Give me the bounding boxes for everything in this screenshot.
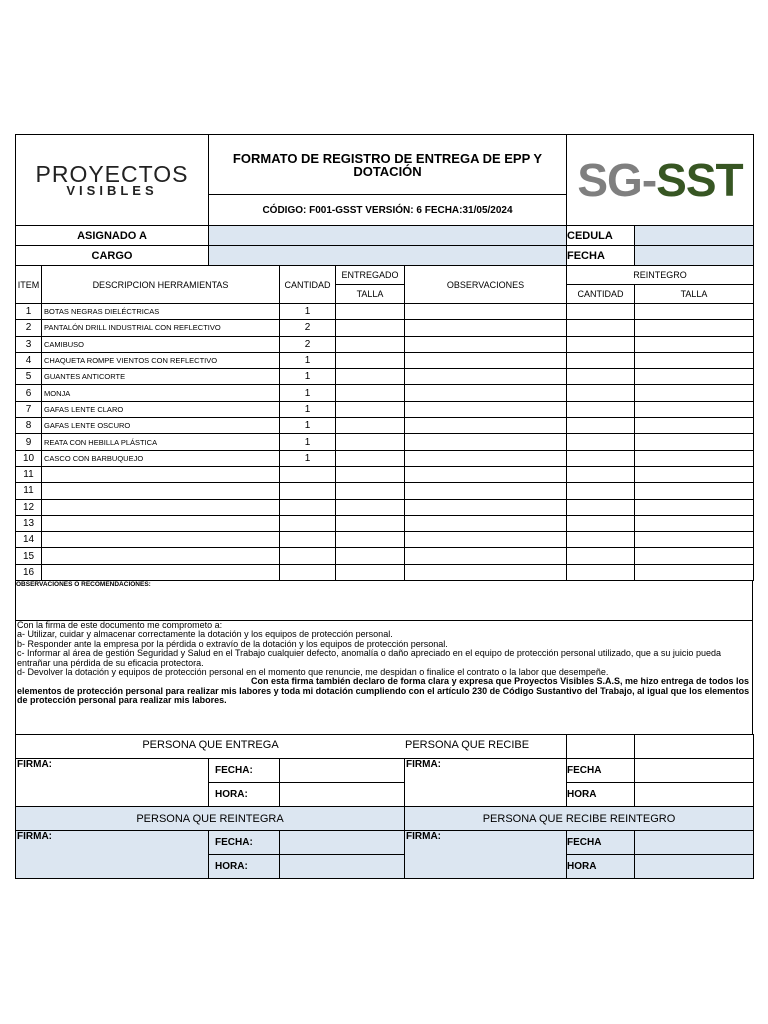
col-reintegro-cantidad: CANTIDAD [567, 285, 635, 304]
row-item-number: 8 [16, 418, 42, 434]
row-reintegro-cantidad[interactable] [567, 515, 635, 531]
form-code: CÓDIGO: F001-GSST VERSIÓN: 6 FECHA:31/05/2024 [209, 195, 567, 226]
recibe-header-blank-1 [567, 735, 635, 759]
row-observaciones[interactable] [405, 450, 567, 466]
row-description[interactable] [42, 548, 280, 564]
table-row [16, 499, 754, 515]
observations-block [15, 580, 753, 735]
table-row [16, 336, 754, 352]
row-reintegro-talla[interactable] [635, 352, 754, 368]
reintegra-hora-label: HORA: [209, 855, 280, 879]
row-quantity[interactable]: 1 [280, 418, 336, 434]
row-description[interactable] [42, 515, 280, 531]
entrega-fecha-label: FECHA: [209, 759, 280, 783]
commitment-d: d- Devolver la dotación y equipos de protección personal en el momento que renuncie, me despidan o finalice el contrato o la labor que desempeñe. [17, 667, 609, 678]
entrega-fecha-field[interactable] [280, 759, 405, 783]
assignee-info [15, 225, 754, 266]
col-reintegro: REINTEGRO [567, 266, 754, 285]
table-row [16, 320, 754, 336]
col-entregado: ENTREGADO [336, 266, 405, 285]
row-item-number: 15 [16, 548, 42, 564]
table-row [16, 532, 754, 548]
row-item-number: 12 [16, 499, 42, 515]
recibe-firma-field[interactable]: FIRMA: [405, 759, 567, 807]
commitment-c: c- Informar al área de gestión Seguridad y Salud en el Trabajo cualquier defecto, anomalía o daño apreciado en el equipo de protección personal utilizado, que a su juicio pueda entrañar una pérdida de su eficacia protectora. [17, 648, 721, 668]
observations-label[interactable]: OBSERVACIONES O RECOMENDACIONES: [16, 581, 753, 621]
table-row [16, 369, 754, 385]
commitment-a: a- Utilizar, cuidar y almacenar correctamente la dotación y los equipos de protección personal. [17, 629, 393, 640]
row-description[interactable]: CASCO CON BARBUQUEJO [42, 450, 280, 466]
row-description[interactable]: REATA CON HEBILLA PLÁSTICA [42, 434, 280, 450]
row-observaciones[interactable] [405, 352, 567, 368]
row-description[interactable] [42, 532, 280, 548]
row-reintegro-cantidad[interactable] [567, 466, 635, 482]
row-talla[interactable] [336, 515, 405, 531]
row-reintegro-talla[interactable] [635, 483, 754, 499]
row-talla[interactable] [336, 564, 405, 580]
recibe-reintegro-hora-label: HORA [567, 855, 635, 879]
logo-text-sub: VISIBLES [66, 183, 158, 198]
row-observaciones[interactable] [405, 418, 567, 434]
fecha-label: FECHA [567, 246, 635, 266]
row-reintegro-talla[interactable] [635, 499, 754, 515]
row-observaciones[interactable] [405, 548, 567, 564]
sg-sst-logo [567, 135, 754, 226]
table-row [16, 352, 754, 368]
row-reintegro-cantidad[interactable] [567, 434, 635, 450]
table-row [16, 434, 754, 450]
table-row [16, 564, 754, 580]
recibe-header-blank-2 [635, 735, 754, 759]
table-row [16, 304, 754, 320]
row-reintegro-talla[interactable] [635, 532, 754, 548]
epp-form [15, 134, 753, 879]
recibe-reintegro-fecha-field[interactable] [635, 831, 754, 855]
sg-text: SG- [577, 154, 657, 206]
row-quantity[interactable]: 1 [280, 352, 336, 368]
reintegra-header: PERSONA QUE REINTEGRA [16, 807, 405, 831]
row-talla[interactable] [336, 336, 405, 352]
row-observaciones[interactable] [405, 320, 567, 336]
row-observaciones[interactable] [405, 304, 567, 320]
cedula-label: CEDULA [567, 226, 635, 246]
row-reintegro-cantidad[interactable] [567, 320, 635, 336]
row-reintegro-talla[interactable] [635, 304, 754, 320]
row-description[interactable] [42, 499, 280, 515]
row-quantity[interactable]: 1 [280, 434, 336, 450]
row-item-number: 3 [16, 336, 42, 352]
table-row [16, 548, 754, 564]
row-observaciones[interactable] [405, 499, 567, 515]
row-talla[interactable] [336, 304, 405, 320]
signatures-table [15, 734, 754, 879]
row-observaciones[interactable] [405, 466, 567, 482]
table-row [16, 515, 754, 531]
recibe-fecha-label: FECHA [567, 759, 635, 783]
items-table [15, 265, 754, 581]
row-observaciones[interactable] [405, 385, 567, 401]
row-reintegro-talla[interactable] [635, 385, 754, 401]
row-description[interactable]: GAFAS LENTE CLARO [42, 401, 280, 417]
row-item-number: 10 [16, 450, 42, 466]
row-talla[interactable] [336, 532, 405, 548]
recibe-hora-label: HORA [567, 783, 635, 807]
recibe-fecha-field[interactable] [635, 759, 754, 783]
row-reintegro-cantidad[interactable] [567, 336, 635, 352]
asignado-field[interactable] [209, 226, 567, 246]
row-talla[interactable] [336, 352, 405, 368]
fecha-field[interactable] [635, 246, 754, 266]
form-header [15, 134, 754, 226]
cargo-label: CARGO [16, 246, 209, 266]
reintegra-firma-field[interactable]: FIRMA: [16, 831, 209, 879]
row-reintegro-cantidad[interactable] [567, 385, 635, 401]
row-item-number: 2 [16, 320, 42, 336]
row-reintegro-cantidad[interactable] [567, 369, 635, 385]
row-quantity[interactable]: 1 [280, 385, 336, 401]
entrega-header [16, 735, 567, 759]
row-reintegro-talla[interactable] [635, 450, 754, 466]
entrega-firma-field[interactable]: FIRMA: [16, 759, 209, 807]
row-observaciones[interactable] [405, 532, 567, 548]
row-quantity[interactable]: 1 [280, 450, 336, 466]
row-description[interactable]: GAFAS LENTE OSCURO [42, 418, 280, 434]
row-talla[interactable] [336, 450, 405, 466]
row-quantity[interactable]: 2 [280, 336, 336, 352]
col-cantidad: CANTIDAD [280, 266, 336, 304]
row-talla[interactable] [336, 499, 405, 515]
row-reintegro-cantidad[interactable] [567, 532, 635, 548]
row-item-number: 7 [16, 401, 42, 417]
row-reintegro-cantidad[interactable] [567, 483, 635, 499]
row-quantity[interactable]: 2 [280, 320, 336, 336]
row-quantity[interactable]: 1 [280, 369, 336, 385]
cedula-field[interactable] [635, 226, 754, 246]
row-quantity[interactable] [280, 548, 336, 564]
logo-text-main: PROYECTOS [35, 161, 189, 187]
row-reintegro-talla[interactable] [635, 515, 754, 531]
row-reintegro-cantidad[interactable] [567, 564, 635, 580]
item-rows [16, 304, 754, 581]
col-descripcion: DESCRIPCION HERRAMIENTAS [42, 266, 280, 304]
table-row [16, 418, 754, 434]
row-item-number: 16 [16, 564, 42, 580]
row-reintegro-cantidad[interactable] [567, 352, 635, 368]
row-item-number: 13 [16, 515, 42, 531]
row-item-number: 14 [16, 532, 42, 548]
row-reintegro-talla[interactable] [635, 564, 754, 580]
row-item-number: 11 [16, 466, 42, 482]
row-description[interactable]: CAMIBUSO [42, 336, 280, 352]
row-talla[interactable] [336, 548, 405, 564]
table-row [16, 483, 754, 499]
table-row [16, 385, 754, 401]
row-quantity[interactable] [280, 483, 336, 499]
row-observaciones[interactable] [405, 564, 567, 580]
row-observaciones[interactable] [405, 336, 567, 352]
row-observaciones[interactable] [405, 434, 567, 450]
row-talla[interactable] [336, 483, 405, 499]
row-item-number: 9 [16, 434, 42, 450]
commitment-intro: Con la firma de este documento me comprometo a: [17, 620, 223, 631]
row-description[interactable]: CHAQUETA ROMPE VIENTOS CON REFLECTIVO [42, 352, 280, 368]
row-reintegro-cantidad[interactable] [567, 401, 635, 417]
row-quantity[interactable]: 1 [280, 401, 336, 417]
row-talla[interactable] [336, 320, 405, 336]
form-title: FORMATO DE REGISTRO DE ENTREGA DE EPP Y DOTACIÓN [209, 135, 567, 195]
row-description[interactable]: PANTALÓN DRILL INDUSTRIAL CON REFLECTIVO [42, 320, 280, 336]
row-description[interactable] [42, 564, 280, 580]
row-reintegro-cantidad[interactable] [567, 499, 635, 515]
row-reintegro-talla[interactable] [635, 336, 754, 352]
table-row [16, 466, 754, 482]
row-talla[interactable] [336, 466, 405, 482]
cargo-field[interactable] [209, 246, 567, 266]
recibe-title: PERSONA QUE RECIBE [405, 739, 530, 752]
recibe-hora-field[interactable] [635, 783, 754, 807]
asignado-label: ASIGNADO A [16, 226, 209, 246]
row-quantity[interactable] [280, 466, 336, 482]
row-reintegro-talla[interactable] [635, 369, 754, 385]
row-quantity[interactable] [280, 564, 336, 580]
row-talla[interactable] [336, 385, 405, 401]
row-item-number: 1 [16, 304, 42, 320]
row-quantity[interactable] [280, 515, 336, 531]
row-observaciones[interactable] [405, 369, 567, 385]
row-reintegro-talla[interactable] [635, 418, 754, 434]
row-reintegro-talla[interactable] [635, 434, 754, 450]
row-observaciones[interactable] [405, 483, 567, 499]
row-reintegro-cantidad[interactable] [567, 548, 635, 564]
row-reintegro-talla[interactable] [635, 320, 754, 336]
entrega-hora-label: HORA: [209, 783, 280, 807]
row-reintegro-cantidad[interactable] [567, 418, 635, 434]
row-quantity[interactable] [280, 532, 336, 548]
row-quantity[interactable] [280, 499, 336, 515]
col-reintegro-talla: TALLA [635, 285, 754, 304]
company-logo [16, 135, 209, 226]
row-reintegro-talla[interactable] [635, 466, 754, 482]
row-reintegro-talla[interactable] [635, 401, 754, 417]
table-row [16, 401, 754, 417]
entrega-title: PERSONA QUE ENTREGA [142, 739, 279, 752]
row-item-number: 11 [16, 483, 42, 499]
row-talla[interactable] [336, 434, 405, 450]
col-item: ITEM [16, 266, 42, 304]
row-observaciones[interactable] [405, 401, 567, 417]
recibe-reintegro-firma-field[interactable]: FIRMA: [405, 831, 567, 879]
col-talla: TALLA [336, 285, 405, 304]
row-description[interactable]: GUANTES ANTICORTE [42, 369, 280, 385]
row-item-number: 6 [16, 385, 42, 401]
row-description[interactable] [42, 466, 280, 482]
row-reintegro-cantidad[interactable] [567, 450, 635, 466]
row-reintegro-cantidad[interactable] [567, 304, 635, 320]
reintegra-hora-field[interactable] [280, 855, 405, 879]
commitment-b: b- Responder ante la empresa por la pérdida o extravío de la dotación y los equipos de protección personal. [17, 638, 448, 649]
recibe-reintegro-header: PERSONA QUE RECIBE REINTEGRO [405, 807, 754, 831]
row-item-number: 5 [16, 369, 42, 385]
reintegra-fecha-field[interactable] [280, 831, 405, 855]
entrega-hora-field[interactable] [280, 783, 405, 807]
commitment-declaration: Con esta firma también declaro de forma clara y expresa que Proyectos Visibles S.A.S, me hizo entrega de todos los elementos de protección personal para realizar mis labores y toda mi dotación cumpliendo con el artículo 230 de Código Sustantivo del Trabajo, al igual que los elementos de protección personal para realizar mis labores. [17, 676, 750, 706]
row-observaciones[interactable] [405, 515, 567, 531]
row-talla[interactable] [336, 401, 405, 417]
reintegra-fecha-label: FECHA: [209, 831, 280, 855]
recibe-reintegro-fecha-label: FECHA [567, 831, 635, 855]
commitment-text [16, 621, 753, 735]
row-quantity[interactable]: 1 [280, 304, 336, 320]
row-talla[interactable] [336, 369, 405, 385]
table-row [16, 450, 754, 466]
recibe-reintegro-hora-field[interactable] [635, 855, 754, 879]
row-item-number: 4 [16, 352, 42, 368]
sst-text: SST [656, 154, 743, 206]
row-description[interactable] [42, 483, 280, 499]
row-description[interactable]: MONJA [42, 385, 280, 401]
row-reintegro-talla[interactable] [635, 548, 754, 564]
col-observaciones: OBSERVACIONES [405, 266, 567, 304]
row-talla[interactable] [336, 418, 405, 434]
row-description[interactable]: BOTAS NEGRAS DIELÉCTRICAS [42, 304, 280, 320]
